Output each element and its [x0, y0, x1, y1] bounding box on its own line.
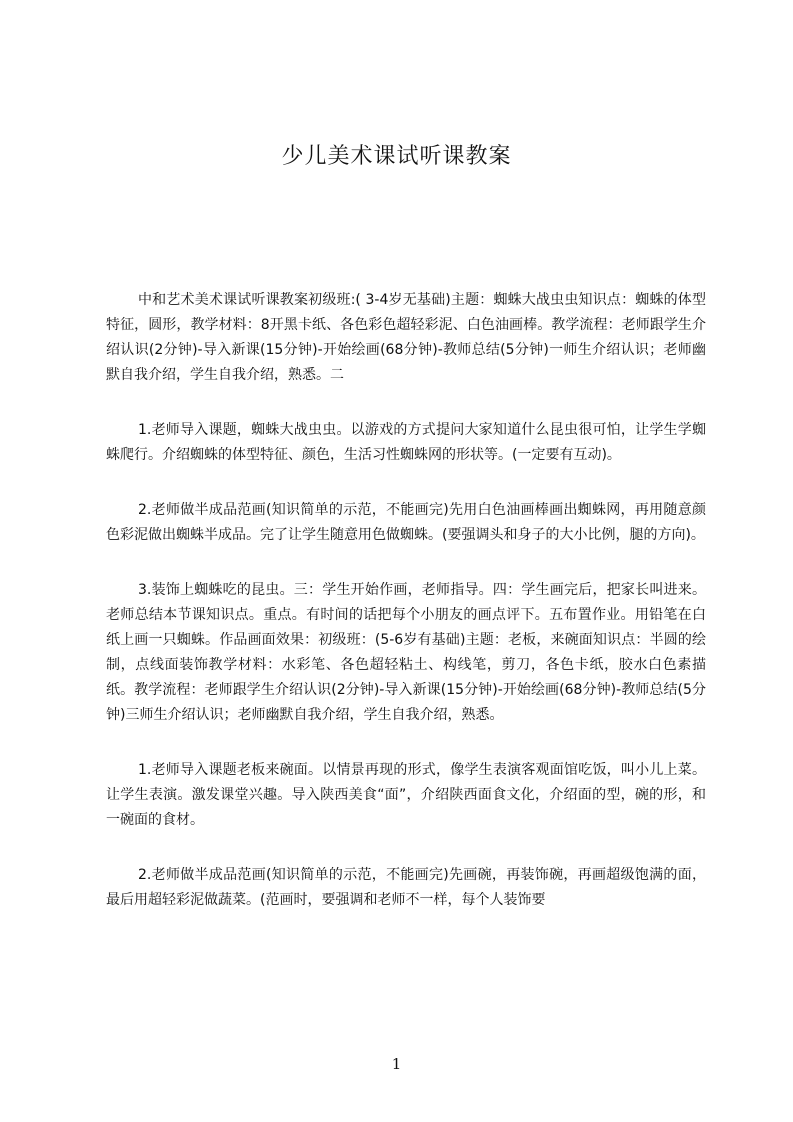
- paragraph-step-1-spider: 1.老师导入课题，蜘蛛大战虫虫。以游戏的方式提问大家知道什么昆虫很可怕，让学生学蜘蛛爬行。介绍蜘蛛的体型特征、颜色，生活习性蜘蛛网的形状等。(一定要有互动)。: [106, 422, 706, 463]
- paragraph-step-1-noodle: 1.老师导入课题老板来碗面。以情景再现的形式，像学生表演客观面馆吃饭，叫小儿上菜。让学生表演。激发课堂兴趣。导入陕西美食“面”，介绍陕西面食文化，介绍面的型，碗的形，和一碗面的食材。: [106, 762, 706, 828]
- page-number: 1: [391, 1055, 402, 1073]
- paragraph-step-3-spider: 3.装饰上蜘蛛吃的昆虫。三：学生开始作画，老师指导。四：学生画完后，把家长叫进来。老师总结本节课知识点。重点。有时间的话把每个小朋友的画点评下。五布置作业。用铅笔在白纸上画一只蜘蛛。作品画面效果：初级班：(5-6岁有基础)主题：老板，来碗面知识点：半圆的绘制，点线面装饰教学材料：水彩笔、各色超轻粘土、构线笔，剪刀，各色卡纸，胶水白色素描纸。教学流程：老师跟学生介绍认识(2分钟)-导入新课(15分钟)-开始绘画(68分钟)-教师总结(5分钟)三师生介绍认识；老师幽默自我介绍，学生自我介绍，熟悉。: [106, 582, 706, 723]
- paragraph-step-2-spider: 2.老师做半成品范画(知识简单的示范，不能画完)先用白色油画棒画出蜘蛛网，再用随意颜色彩泥做出蜘蛛半成品。完了让学生随意用色做蜘蛛。(要强调头和身子的大小比例，腿的方向)。: [106, 502, 706, 543]
- document-title: 少儿美术课试听课教案: [281, 144, 512, 169]
- paragraph-step-2-noodle: 2.老师做半成品范画(知识简单的示范，不能画完)先画碗，再装饰碗，再画超级饱满的面，最后用超轻彩泥做蔬菜。(范画时，要强调和老师不一样，每个人装饰要: [106, 867, 706, 908]
- document-body: [106, 288, 706, 943]
- paragraph-intro: 中和艺术美术课试听课教案初级班:( 3-4岁无基础)主题：蜘蛛大战虫虫知识点：蜘蛛的体型特征，圆形，教学材料：8开黑卡纸、各色彩色超轻彩泥、白色油画棒。教学流程：老师跟学生介绍认识(2分钟)-导入新课(15分钟)-开始绘画(68分钟)-教师总结(5分钟)一师生介绍认识；老师幽默自我介绍，学生自我介绍，熟悉。二: [106, 292, 706, 383]
